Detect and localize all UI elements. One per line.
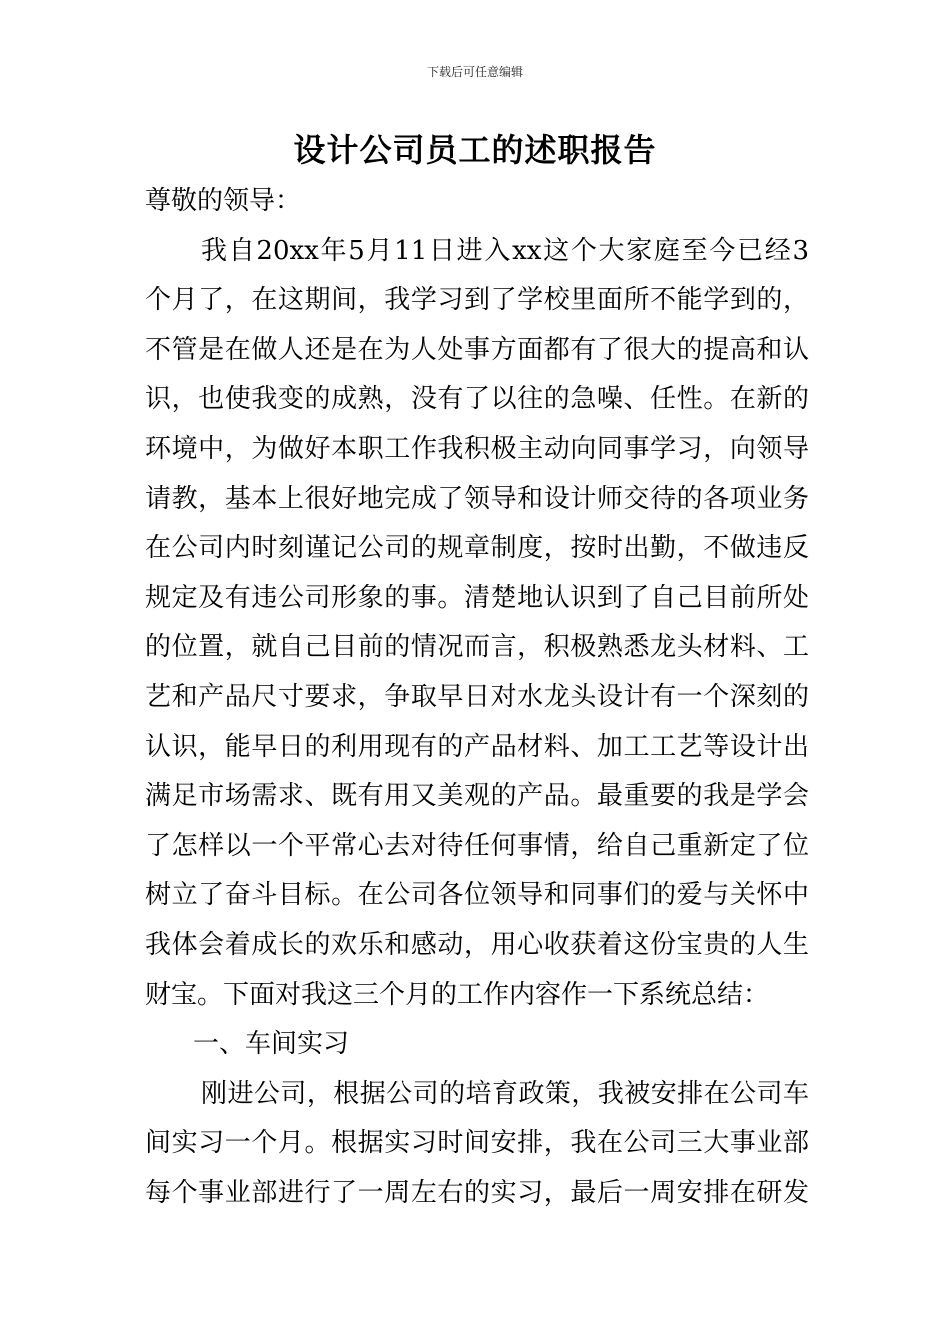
paragraph-line: 识，也使我变的成熟，没有了以往的急噪、任性。在新的 xyxy=(145,384,809,415)
paragraph-line: 不管是在做人还是在为人处事方面都有了很大的提高和认 xyxy=(145,334,809,365)
paragraph-line: 认识，能早日的利用现有的产品材料、加工工艺等设计出 xyxy=(145,731,809,762)
paragraph-line: 请教，基本上很好地完成了领导和设计师交待的各项业务 xyxy=(145,483,809,514)
document-title: 设计公司员工的述职报告 xyxy=(293,131,657,169)
section-heading: 一、车间实习 xyxy=(193,1029,350,1060)
paragraph-line: 刚进公司，根据公司的培育政策，我被安排在公司车 xyxy=(201,1078,809,1109)
paragraph-line: 满足市场需求、既有用又美观的产品。最重要的我是学会 xyxy=(145,781,809,812)
paragraph-line: 了怎样以一个平常心去对待任何事情，给自己重新定了位 xyxy=(145,830,809,861)
paragraph-line: 的位置，就自己目前的情况而言，积极熟悉龙头材料、工 xyxy=(145,632,809,663)
document-body xyxy=(145,177,809,1218)
paragraph-line: 财宝。下面对我这三个月的工作内容作一下系统总结： xyxy=(145,979,770,1010)
paragraph-line: 个月了，在这期间，我学习到了学校里面所不能学到的， xyxy=(145,285,809,316)
salutation-line: 尊敬的领导： xyxy=(145,186,302,216)
paragraph-line: 间实习一个月。根据实习时间安排，我在公司三大事业部 xyxy=(145,1128,809,1159)
paragraph-line: 每个事业部进行了一周左右的实习，最后一周安排在研发 xyxy=(145,1177,809,1208)
paragraph-line: 树立了奋斗目标。在公司各位领导和同事们的爱与关怀中 xyxy=(145,880,809,911)
paragraph-line: 在公司内时刻谨记公司的规章制度，按时出勤，不做违反 xyxy=(145,533,809,564)
paragraph-line: 艺和产品尺寸要求，争取早日对水龙头设计有一个深刻的 xyxy=(145,681,809,712)
paragraph-line: 环境中，为做好本职工作我积极主动向同事学习，向领导 xyxy=(145,433,809,464)
paragraph-line: 规定及有违公司形象的事。清楚地认识到了自己目前所处 xyxy=(145,582,809,613)
paragraph-line: 我体会着成长的欢乐和感动，用心收获着这份宝贵的人生 xyxy=(145,929,809,960)
header-note: 下载后可任意编辑 xyxy=(426,65,523,79)
paragraph-line: 我自20xx年5月11日进入xx这个大家庭至今已经3 xyxy=(201,235,809,266)
